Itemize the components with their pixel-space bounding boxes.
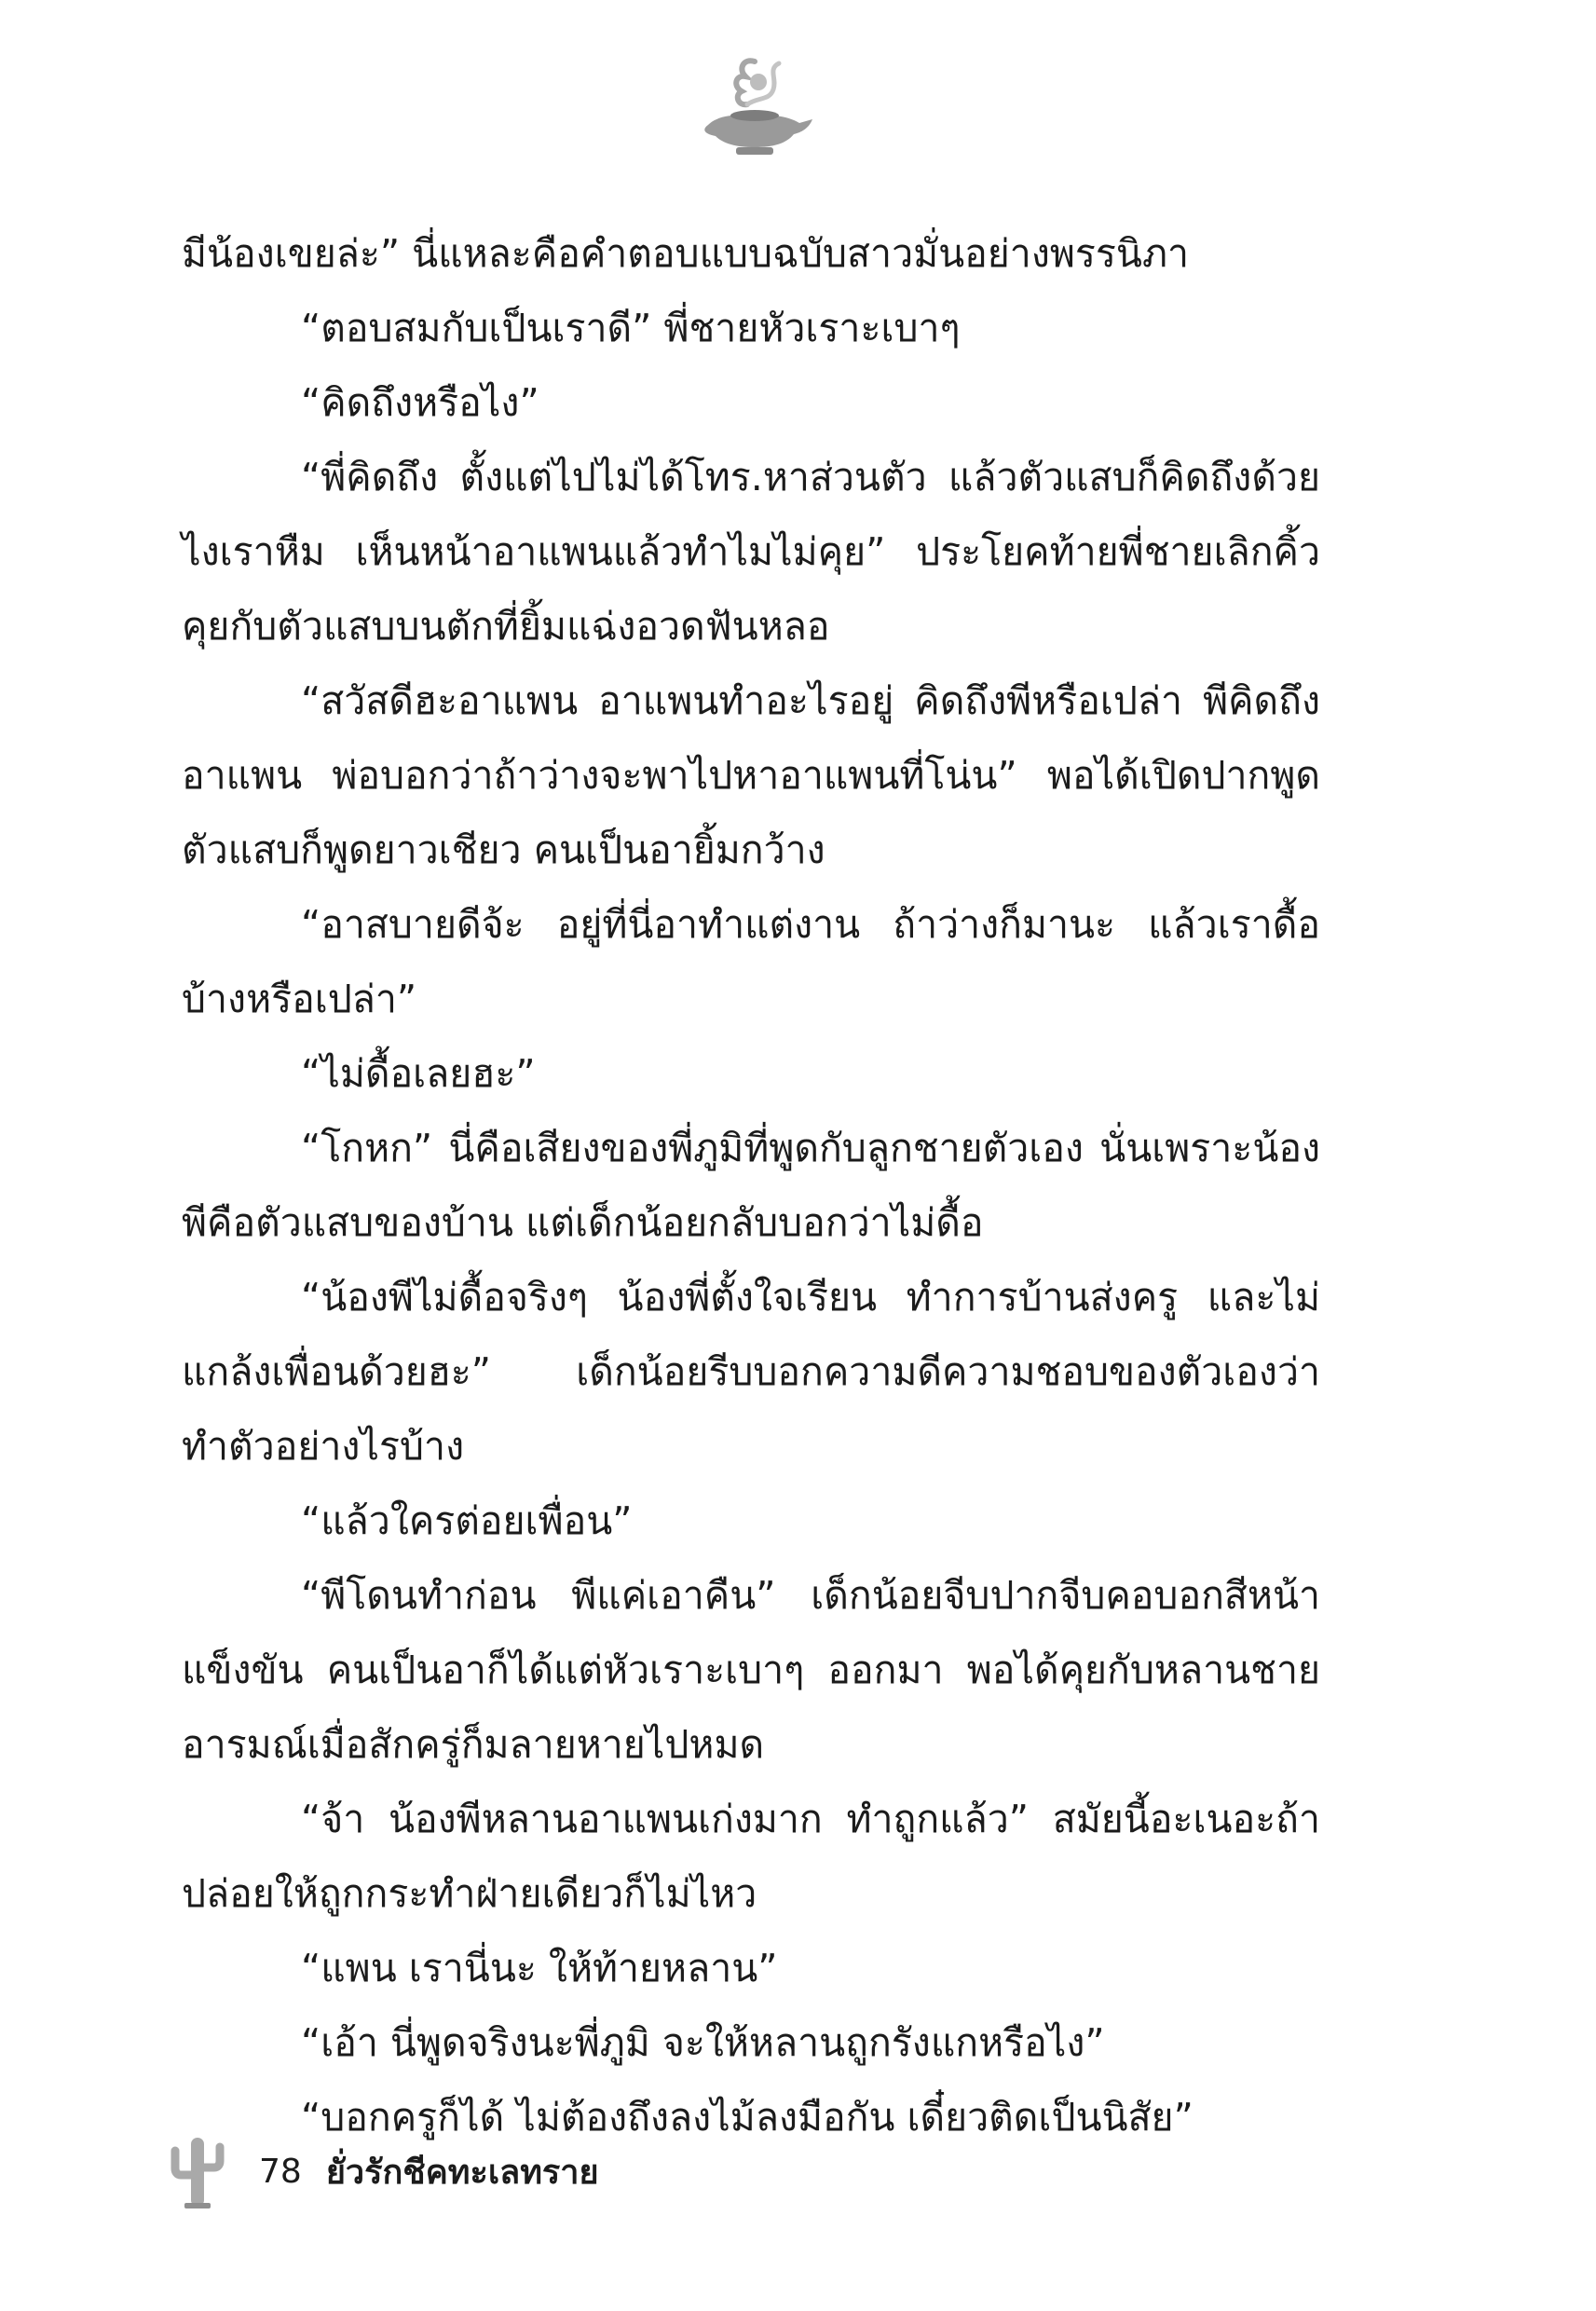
paragraph-8: “โกหก” นี่คือเสียงของพี่ภูมิที่พูดกับลูกชายตัวเอง นั่นเพราะน้องพีคือตัวแสบของบ้าน แต่เด็กน้อยกลับบอกว่าไม่ดื้อ — [182, 1126, 1320, 1245]
paragraph-1: มีน้องเขยล่ะ” นี่แหละคือคำตอบแบบฉบับสาวมั่นอย่างพรรนิภา — [182, 231, 1189, 276]
page-footer — [168, 2129, 599, 2213]
paragraph-7: “ไม่ดื้อเลยฮะ” — [301, 1051, 536, 1096]
paragraph-3: “คิดถึงหรือไง” — [301, 380, 539, 425]
paragraph-12: “จ้า น้องพีหลานอาแพนเก่งมาก ทำถูกแล้ว” สมัยนี้อะเนอะถ้าปล่อยให้ถูกกระทำฝ่ายเดียวก็ไม่ไหว — [182, 1797, 1320, 1916]
page-number: 78 — [259, 2152, 302, 2191]
genie-lamp-icon — [689, 54, 820, 161]
paragraph-9: “น้องพีไม่ดื้อจริงๆ น้องพี่ตั้งใจเรียน ทำการบ้านส่งครู และไม่แกล้งเพื่อนด้วยฮะ” เด็กน้อยรีบบอกความดีความชอบของตัวเองว่าทำตัวอย่างไรบ้าง — [182, 1275, 1320, 1469]
paragraph-15: “บอกครูก็ได้ ไม่ต้องถึงลงไม้ลงมือกัน เดี๋ยวติดเป็นนิสัย” — [301, 2095, 1194, 2140]
paragraph-4: “พี่คิดถึง ตั้งแต่ไปไม่ได้โทร.หาส่วนตัว แล้วตัวแสบก็คิดถึงด้วย ไงเราหืม เห็นหน้าอาแพนแล้วทำไมไม่คุย” ประโยคท้ายพี่ชายเลิกคิ้วคุยกับตัวแสบบนตักที่ยิ้มแฉ่งอวดฟันหลอ — [182, 455, 1320, 649]
book-title: ยั่วรักชีคทะเลทราย — [325, 2153, 599, 2192]
paragraph-6: “อาสบายดีจ้ะ อยู่ที่นี่อาทำแต่งาน ถ้าว่างก็มานะ แล้วเราดื้อบ้างหรือเปล่า” — [182, 902, 1320, 1021]
paragraph-2: “ตอบสมกับเป็นเราดี” พี่ชายหัวเราะเบาๆ — [301, 306, 961, 350]
paragraph-10: “แล้วใครต่อยเพื่อน” — [301, 1498, 633, 1543]
paragraph-13: “แพน เรานี่นะ ให้ท้ายหลาน” — [301, 1946, 778, 1990]
paragraph-14: “เอ้า นี่พูดจริงนะพี่ภูมิ จะให้หลานถูกรังแกหรือไง” — [301, 2020, 1105, 2065]
paragraph-5: “สวัสดีฮะอาแพน อาแพนทำอะไรอยู่ คิดถึงพีหรือเปล่า พีคิดถึงอาแพน พ่อบอกว่าถ้าว่างจะพาไปหาอาแพนที่โน่น” พอได้เปิดปากพูดตัวแสบก็พูดยาวเชียว คนเป็นอายิ้มกว้าง — [182, 678, 1320, 872]
body-text — [182, 216, 1320, 2154]
cactus-icon — [168, 2132, 227, 2210]
paragraph-11: “พีโดนทำก่อน พีแค่เอาคืน” เด็กน้อยจีบปากจีบคอบอกสีหน้าแข็งขัน คนเป็นอาก็ได้แต่หัวเราะเบาๆ ออกมา พอได้คุยกับหลานชายอารมณ์เมื่อสักครู่ก็มลายหายไปหมด — [182, 1573, 1320, 1767]
